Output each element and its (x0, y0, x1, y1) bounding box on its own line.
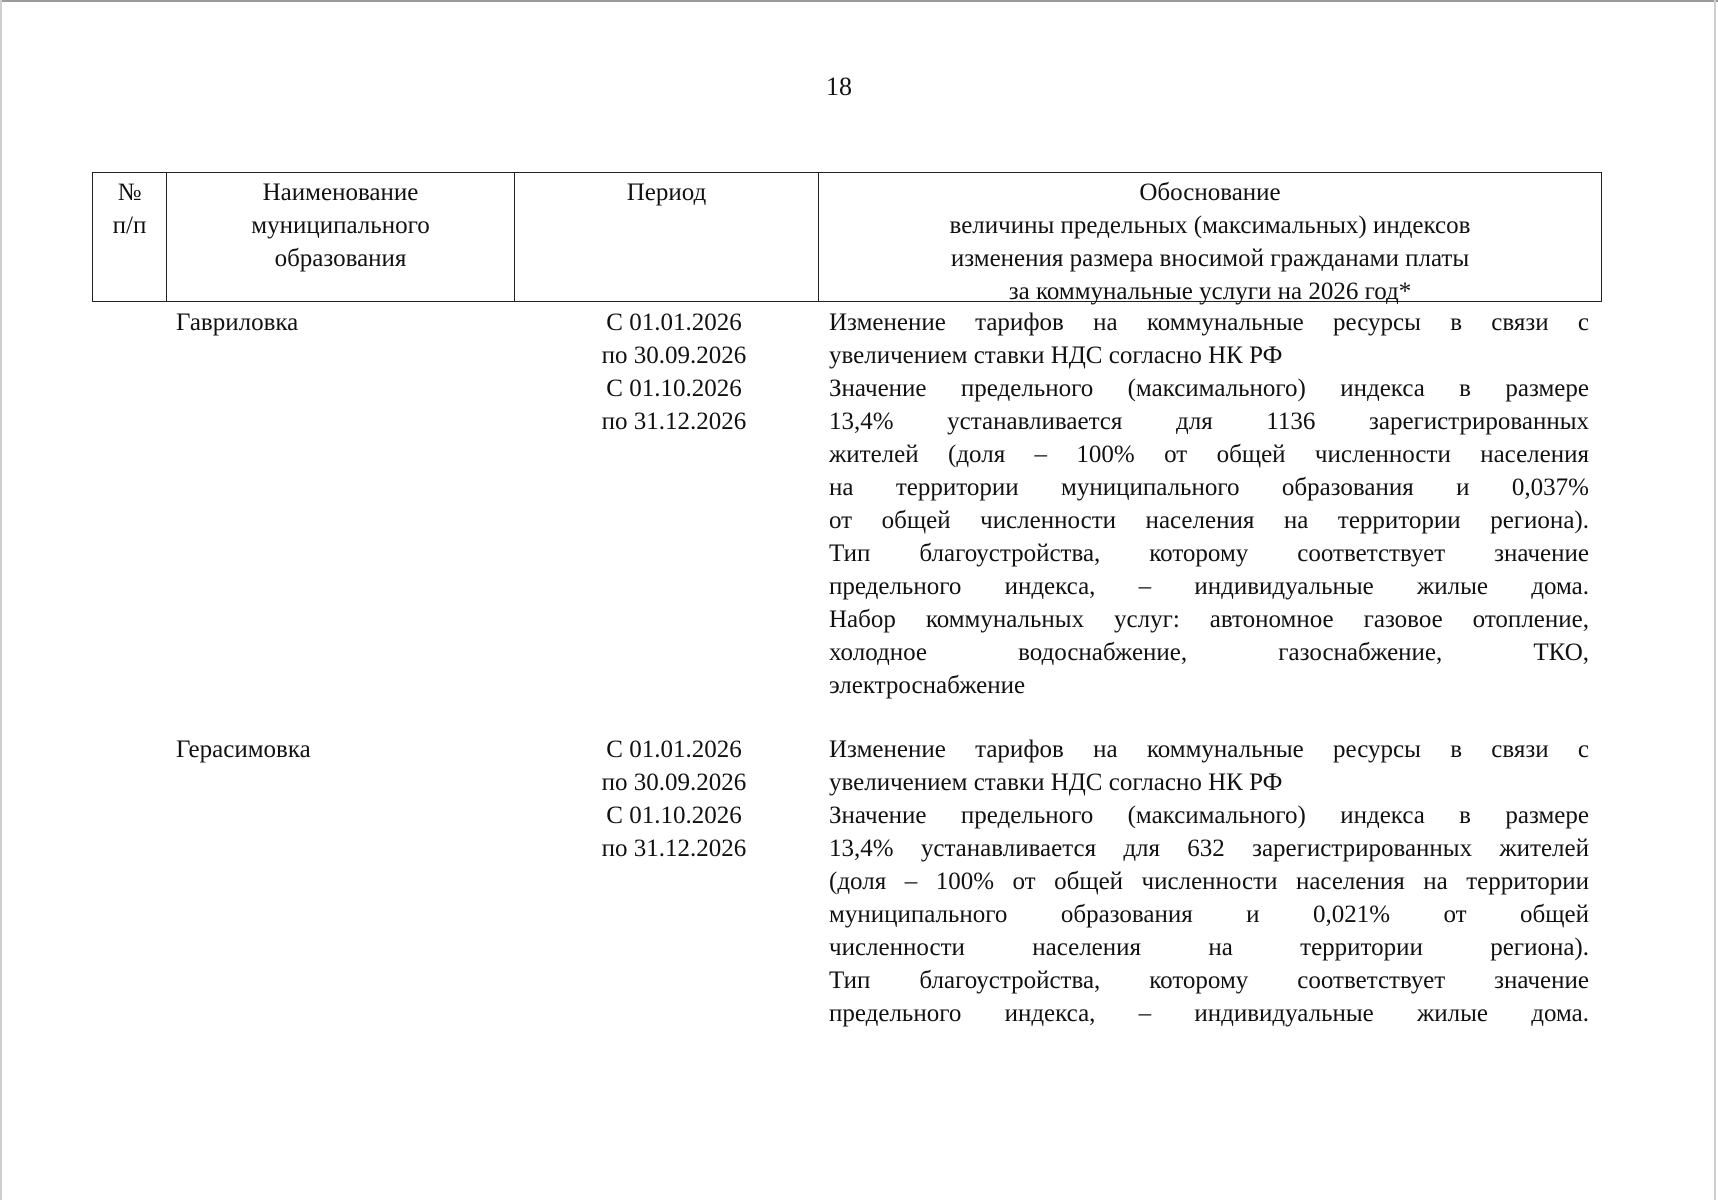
page-number: 18 (826, 72, 852, 101)
basis-line: увеличением ставки НДС согласно НК РФ (829, 769, 1283, 796)
basis-line: жителей (доля – 100% от общей численности населения (829, 441, 1589, 468)
basis-line: Изменение тарифов на коммунальные ресурсы в связи с (829, 309, 1589, 336)
header-basis-cell (818, 173, 1601, 305)
basis-line: (доля – 100% от общей численности населения на территории (829, 868, 1589, 895)
basis-line: Набор коммунальных услуг: автономное газовое отопление, (829, 606, 1589, 633)
basis-line: от общей численности населения на территории региона). (829, 507, 1589, 534)
period-line: по 30.09.2026 (601, 769, 747, 796)
basis-line: Тип благоустройства, которому соответствует значение (829, 967, 1589, 994)
basis-line: Значение предельного (максимального) индекса в размере (829, 375, 1589, 402)
page-edge-left (0, 0, 2, 1200)
municipality-name: Гавриловка (176, 309, 299, 336)
header-number-line: № (117, 179, 142, 206)
basis-line: предельного индекса, – индивидуальные жилые дома. (829, 573, 1589, 600)
table-header (92, 172, 1602, 305)
period-line: по 30.09.2026 (601, 342, 747, 369)
period-line: по 31.12.2026 (601, 835, 747, 862)
period-cell (562, 733, 786, 865)
header-name-line: Наименование (262, 179, 419, 206)
basis-line: численности населения на территории региона). (829, 934, 1589, 961)
header-name-cell (166, 173, 514, 301)
basis-line: муниципального образования и 0,021% от общей (829, 901, 1589, 928)
basis-line: предельного индекса, – индивидуальные жилые дома. (829, 1000, 1589, 1027)
basis-line: Тип благоустройства, которому соответствует значение (829, 540, 1589, 567)
basis-line: 13,4% устанавливается для 1136 зарегистрированных (829, 408, 1589, 435)
period-line: С 01.01.2026 (606, 736, 742, 763)
header-period-cell (514, 173, 818, 301)
basis-line: электроснабжение (829, 672, 1026, 699)
basis-cell (829, 306, 1589, 702)
basis-cell (829, 733, 1589, 1030)
period-line: С 01.10.2026 (606, 802, 742, 829)
basis-line: на территории муниципального образования и 0,037% (829, 474, 1589, 501)
header-name-line: муниципального (251, 212, 430, 239)
municipality-name: Герасимовка (176, 736, 311, 763)
period-cell (562, 306, 786, 438)
period-line: по 31.12.2026 (601, 408, 747, 435)
header-basis-line: за коммунальные услуги на 2026 год* (1008, 278, 1412, 305)
page-edge-right (1714, 0, 1716, 1200)
basis-line: Изменение тарифов на коммунальные ресурсы в связи с (829, 736, 1589, 763)
period-line: С 01.01.2026 (606, 309, 742, 336)
header-basis-line: Обоснование (1139, 179, 1281, 206)
header-name-line: образования (274, 245, 407, 272)
period-line: С 01.10.2026 (606, 375, 742, 402)
basis-line: 13,4% устанавливается для 632 зарегистрированных жителей (829, 835, 1589, 862)
basis-line: увеличением ставки НДС согласно НК РФ (829, 342, 1283, 369)
header-basis-line: величины предельных (максимальных) индексов (949, 212, 1471, 239)
header-number-cell (93, 173, 166, 301)
header-period-line: Период (626, 179, 707, 206)
page-edge-top (0, 0, 1718, 2)
header-basis-line: изменения размера вносимой гражданами платы (950, 245, 1470, 272)
header-number-line: п/п (112, 212, 147, 239)
basis-line: Значение предельного (максимального) индекса в размере (829, 802, 1589, 829)
basis-line: холодное водоснабжение, газоснабжение, ТКО, (829, 639, 1589, 666)
